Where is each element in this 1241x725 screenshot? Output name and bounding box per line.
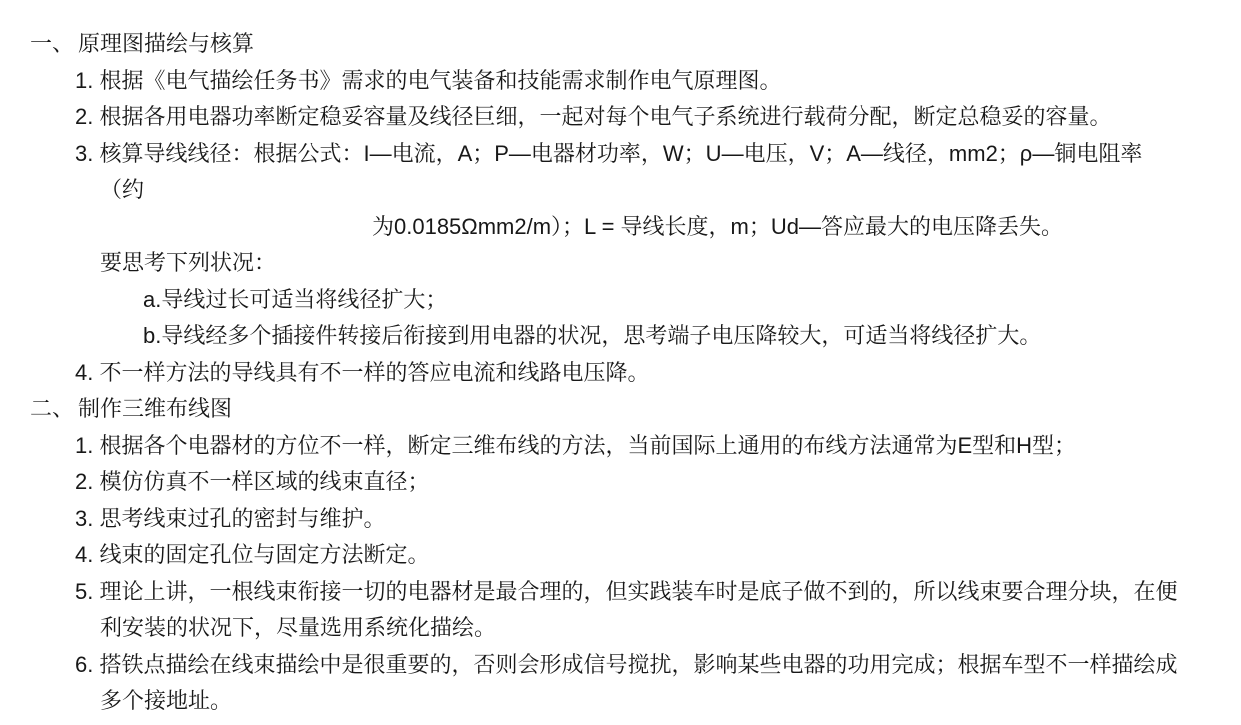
section-two-title: 制作三维布线图 bbox=[78, 396, 233, 421]
section-one-note-a: a.导线过长可适当将线径扩大； bbox=[143, 286, 448, 312]
section-two-item-6: 6. 搭铁点描绘在线束描绘中是很重要的，否则会形成信号搅扰，影响某些电器的功用完成；根据车型不一样描绘成多个接地址。 bbox=[75, 651, 1178, 713]
section-one-note-b: b.导线经多个插接件转接后衔接到用电器的状况，思考端子电压降较大，可适当将线径扩大。 bbox=[143, 323, 1042, 348]
section-two-marker: 二、 bbox=[30, 396, 75, 421]
section-one-note-heading: 要思考下列状况： bbox=[100, 250, 277, 275]
section-one-item-3-line-1: 3. 核算导线线径：根据公式：I—电流，A；P—电器材功率，W；U—电压，V；A—线径，mm2；ρ—铜电阻率（约 bbox=[75, 140, 1143, 202]
section-two-item-3: 3. 思考线束过孔的密封与维护。 bbox=[75, 505, 386, 531]
section-one-title: 原理图描绘与核算 bbox=[78, 31, 255, 56]
section-two-item-5: 5. 理论上讲，一根线束衔接一切的电器材是最合理的，但实践装车时是底子做不到的，所以线束要合理分块，在便利安装的状况下，尽量选用系统化描绘。 bbox=[75, 578, 1178, 640]
section-two-item-2: 2. 模仿仿真不一样区域的线束直径； bbox=[75, 469, 430, 494]
section-one-item-2: 2. 根据各用电器功率断定稳妥容量及线径巨细，一起对每个电气子系统进行载荷分配，断定总稳妥的容量。 bbox=[75, 104, 1112, 129]
section-one-marker: 一、 bbox=[30, 31, 75, 56]
section-one-item-4: 4. 不一样方法的导线具有不一样的答应电流和线路电压降。 bbox=[75, 359, 650, 385]
section-two-item-1: 1. 根据各个电器材的方位不一样，断定三维布线的方法，当前国际上通用的布线方法通常为E型和H型； bbox=[75, 432, 1077, 458]
section-one-heading bbox=[30, 26, 1179, 63]
section-two-heading bbox=[30, 391, 1179, 428]
section-one-item-1: 1. 根据《电气描绘任务书》需求的电气装备和技能需求制作电气原理图。 bbox=[75, 67, 782, 93]
section-two-item-4: 4. 线束的固定孔位与固定方法断定。 bbox=[75, 542, 430, 567]
section-one-item-3-line-2: 为0.0185Ωmm2/m）；L = 导线长度，m；Ud—答应最大的电压降丢失。 bbox=[372, 213, 1064, 239]
